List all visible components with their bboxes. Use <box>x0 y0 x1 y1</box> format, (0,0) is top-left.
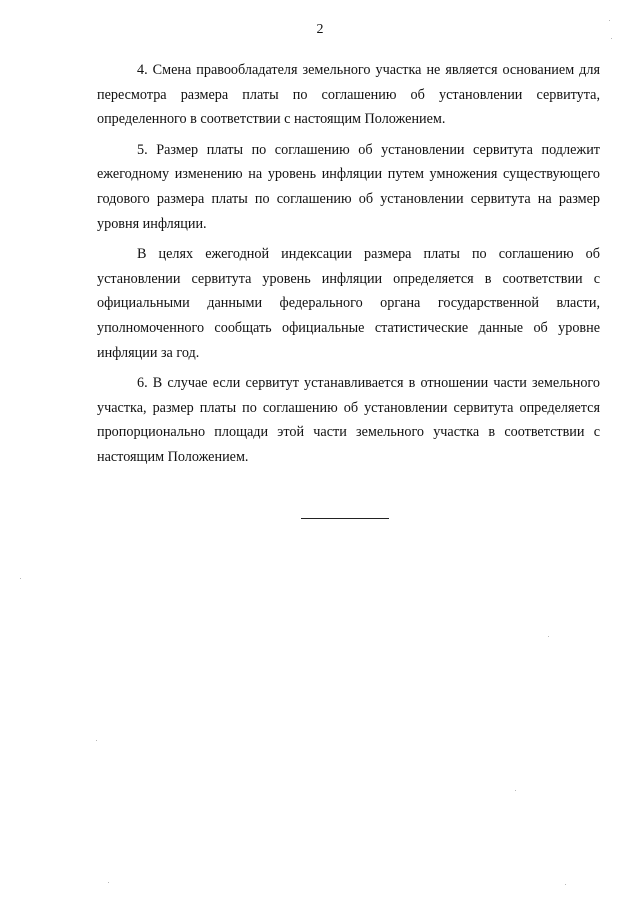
scan-speck <box>515 790 516 791</box>
document-body <box>97 58 600 470</box>
paragraph-item-4: 4. Смена правообладателя земельного участка не является основанием для пересмотра размера платы по соглашению об установлении сервитута, определенного в соответствии с настоящим Положением. <box>97 62 600 128</box>
scan-speck <box>108 882 109 883</box>
paragraph-item-6: 6. В случае если сервитут устанавливается в отношении части земельного участка, размер платы по соглашению об установлении сервитута определяется пропорционально площади этой части земельного участка в соответствии с настоящим Положением. <box>97 375 600 465</box>
scan-speck <box>565 884 566 885</box>
paragraph-indexation: В целях ежегодной индексации размера платы по соглашению об установлении сервитута уровень инфляции определяется в соответствии с официальными данными федерального органа государственной власти, уполномоченного сообщать официальные статистические данные об уровне инфляции за год. <box>97 246 600 361</box>
scan-speck <box>20 578 21 579</box>
paragraph-item-5: 5. Размер платы по соглашению об установлении сервитута подлежит ежегодному изменению на уровень инфляции путем умножения существующего годового размера платы по соглашению об установлении сервитута на размер уровня инфляции. <box>97 141 600 232</box>
end-divider-line <box>301 518 389 519</box>
scan-speck <box>548 636 549 637</box>
scan-speck <box>609 20 610 21</box>
page-number: 2 <box>316 22 324 37</box>
scan-speck <box>96 740 97 741</box>
scan-speck <box>611 38 612 39</box>
